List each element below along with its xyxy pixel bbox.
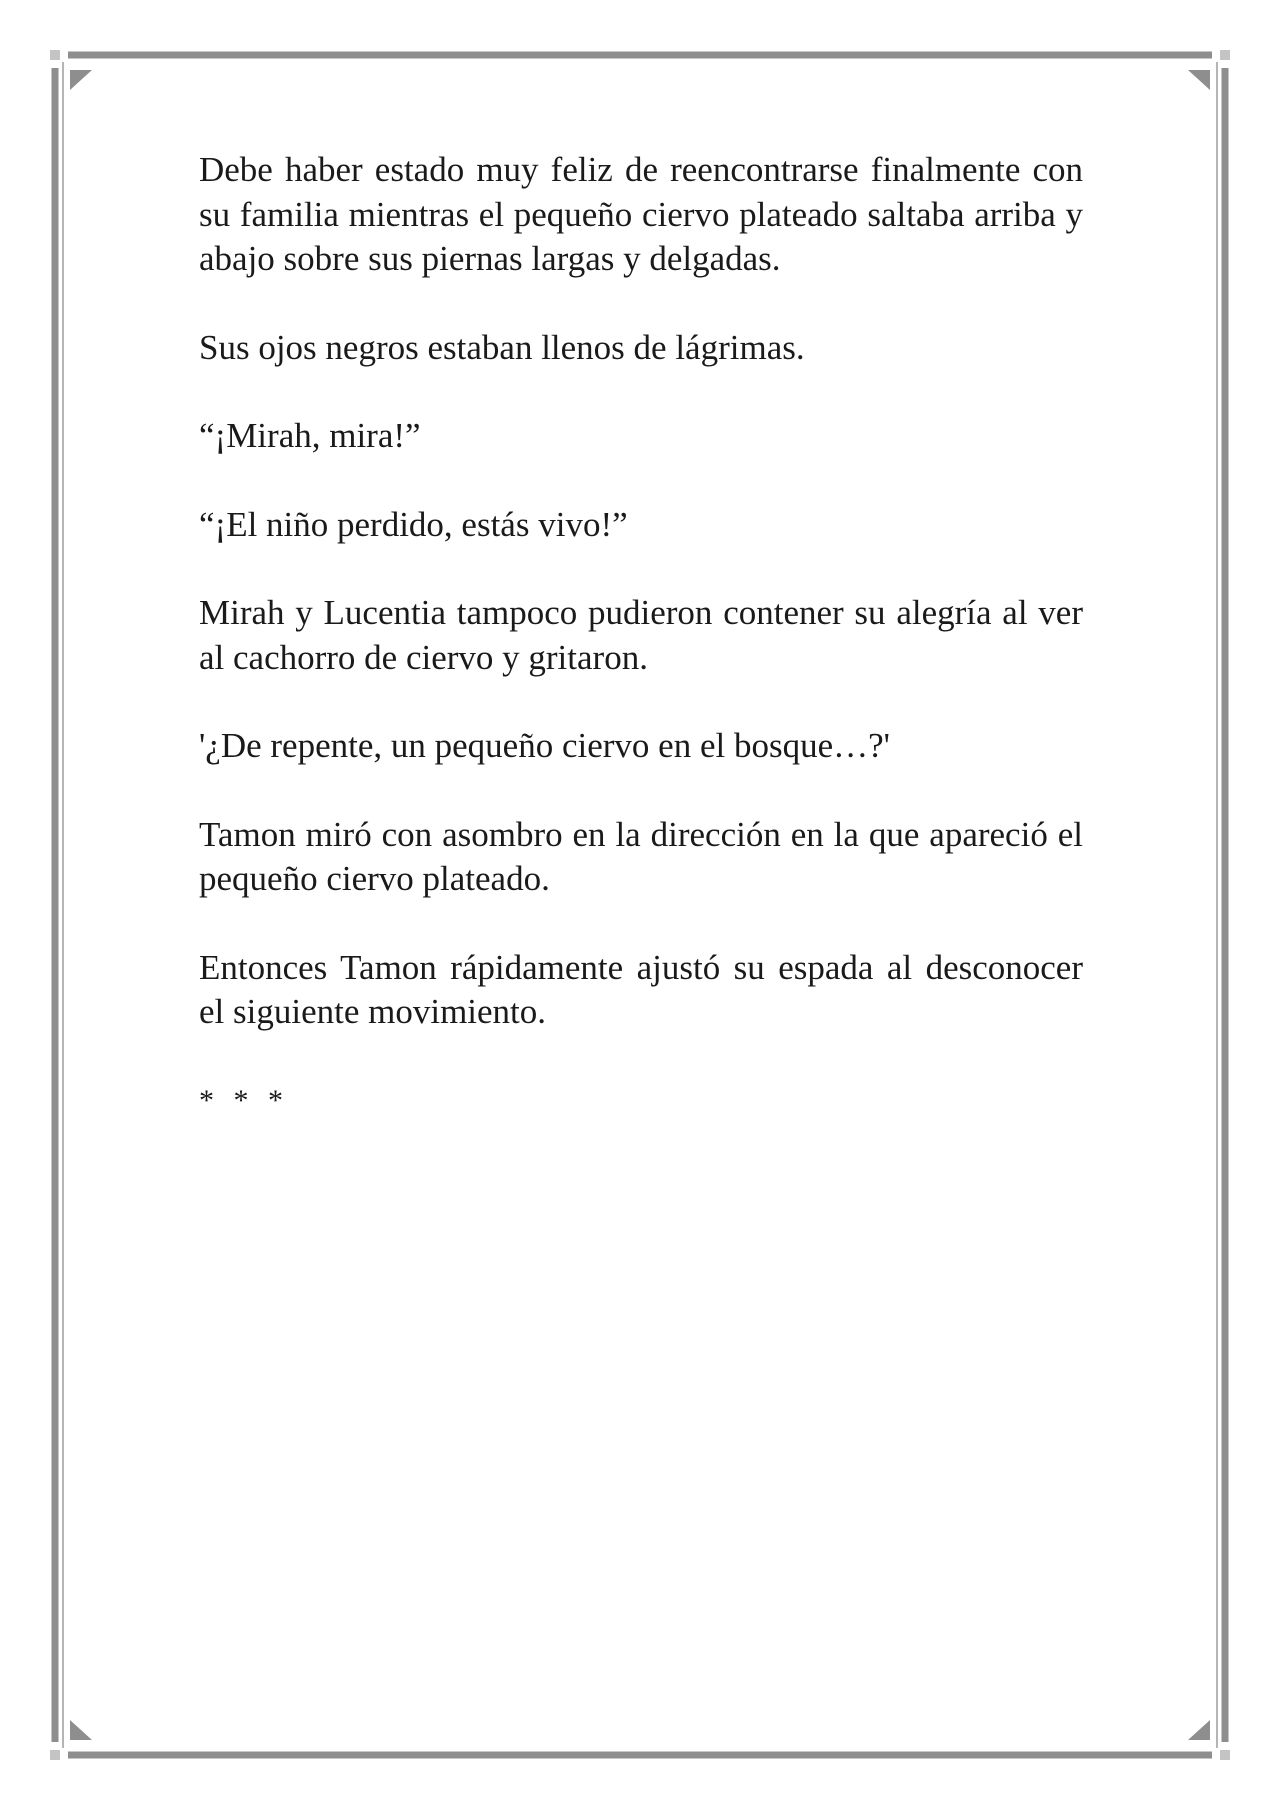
paragraph: Mirah y Lucentia tampoco pudieron contener su alegría al ver al cachorro de ciervo y gritaron. — [199, 593, 1083, 677]
scene-separator: * * * — [199, 1083, 289, 1117]
inner-thought-line: '¿De repente, un pequeño ciervo en el bosque…?' — [199, 726, 890, 765]
dialogue-line: “¡Mirah, mira!” — [199, 416, 421, 455]
paragraph: Sus ojos negros estaban llenos de lágrimas. — [199, 327, 805, 367]
paragraph: Debe haber estado muy feliz de reencontrarse finalmente con su familia mientras el pequeño ciervo plateado saltaba arriba y abajo sobre sus piernas largas y delgadas. — [199, 150, 1083, 278]
dialogue-line: “¡El niño perdido, estás vivo!” — [199, 504, 628, 544]
paragraph: Tamon miró con asombro en la dirección en la que apareció el pequeño ciervo plateado. — [199, 814, 1083, 898]
paragraph: Entonces Tamon rápidamente ajustó su espada al desconocer el siguiente movimiento. — [199, 947, 1083, 1031]
page-body — [199, 148, 1083, 1167]
